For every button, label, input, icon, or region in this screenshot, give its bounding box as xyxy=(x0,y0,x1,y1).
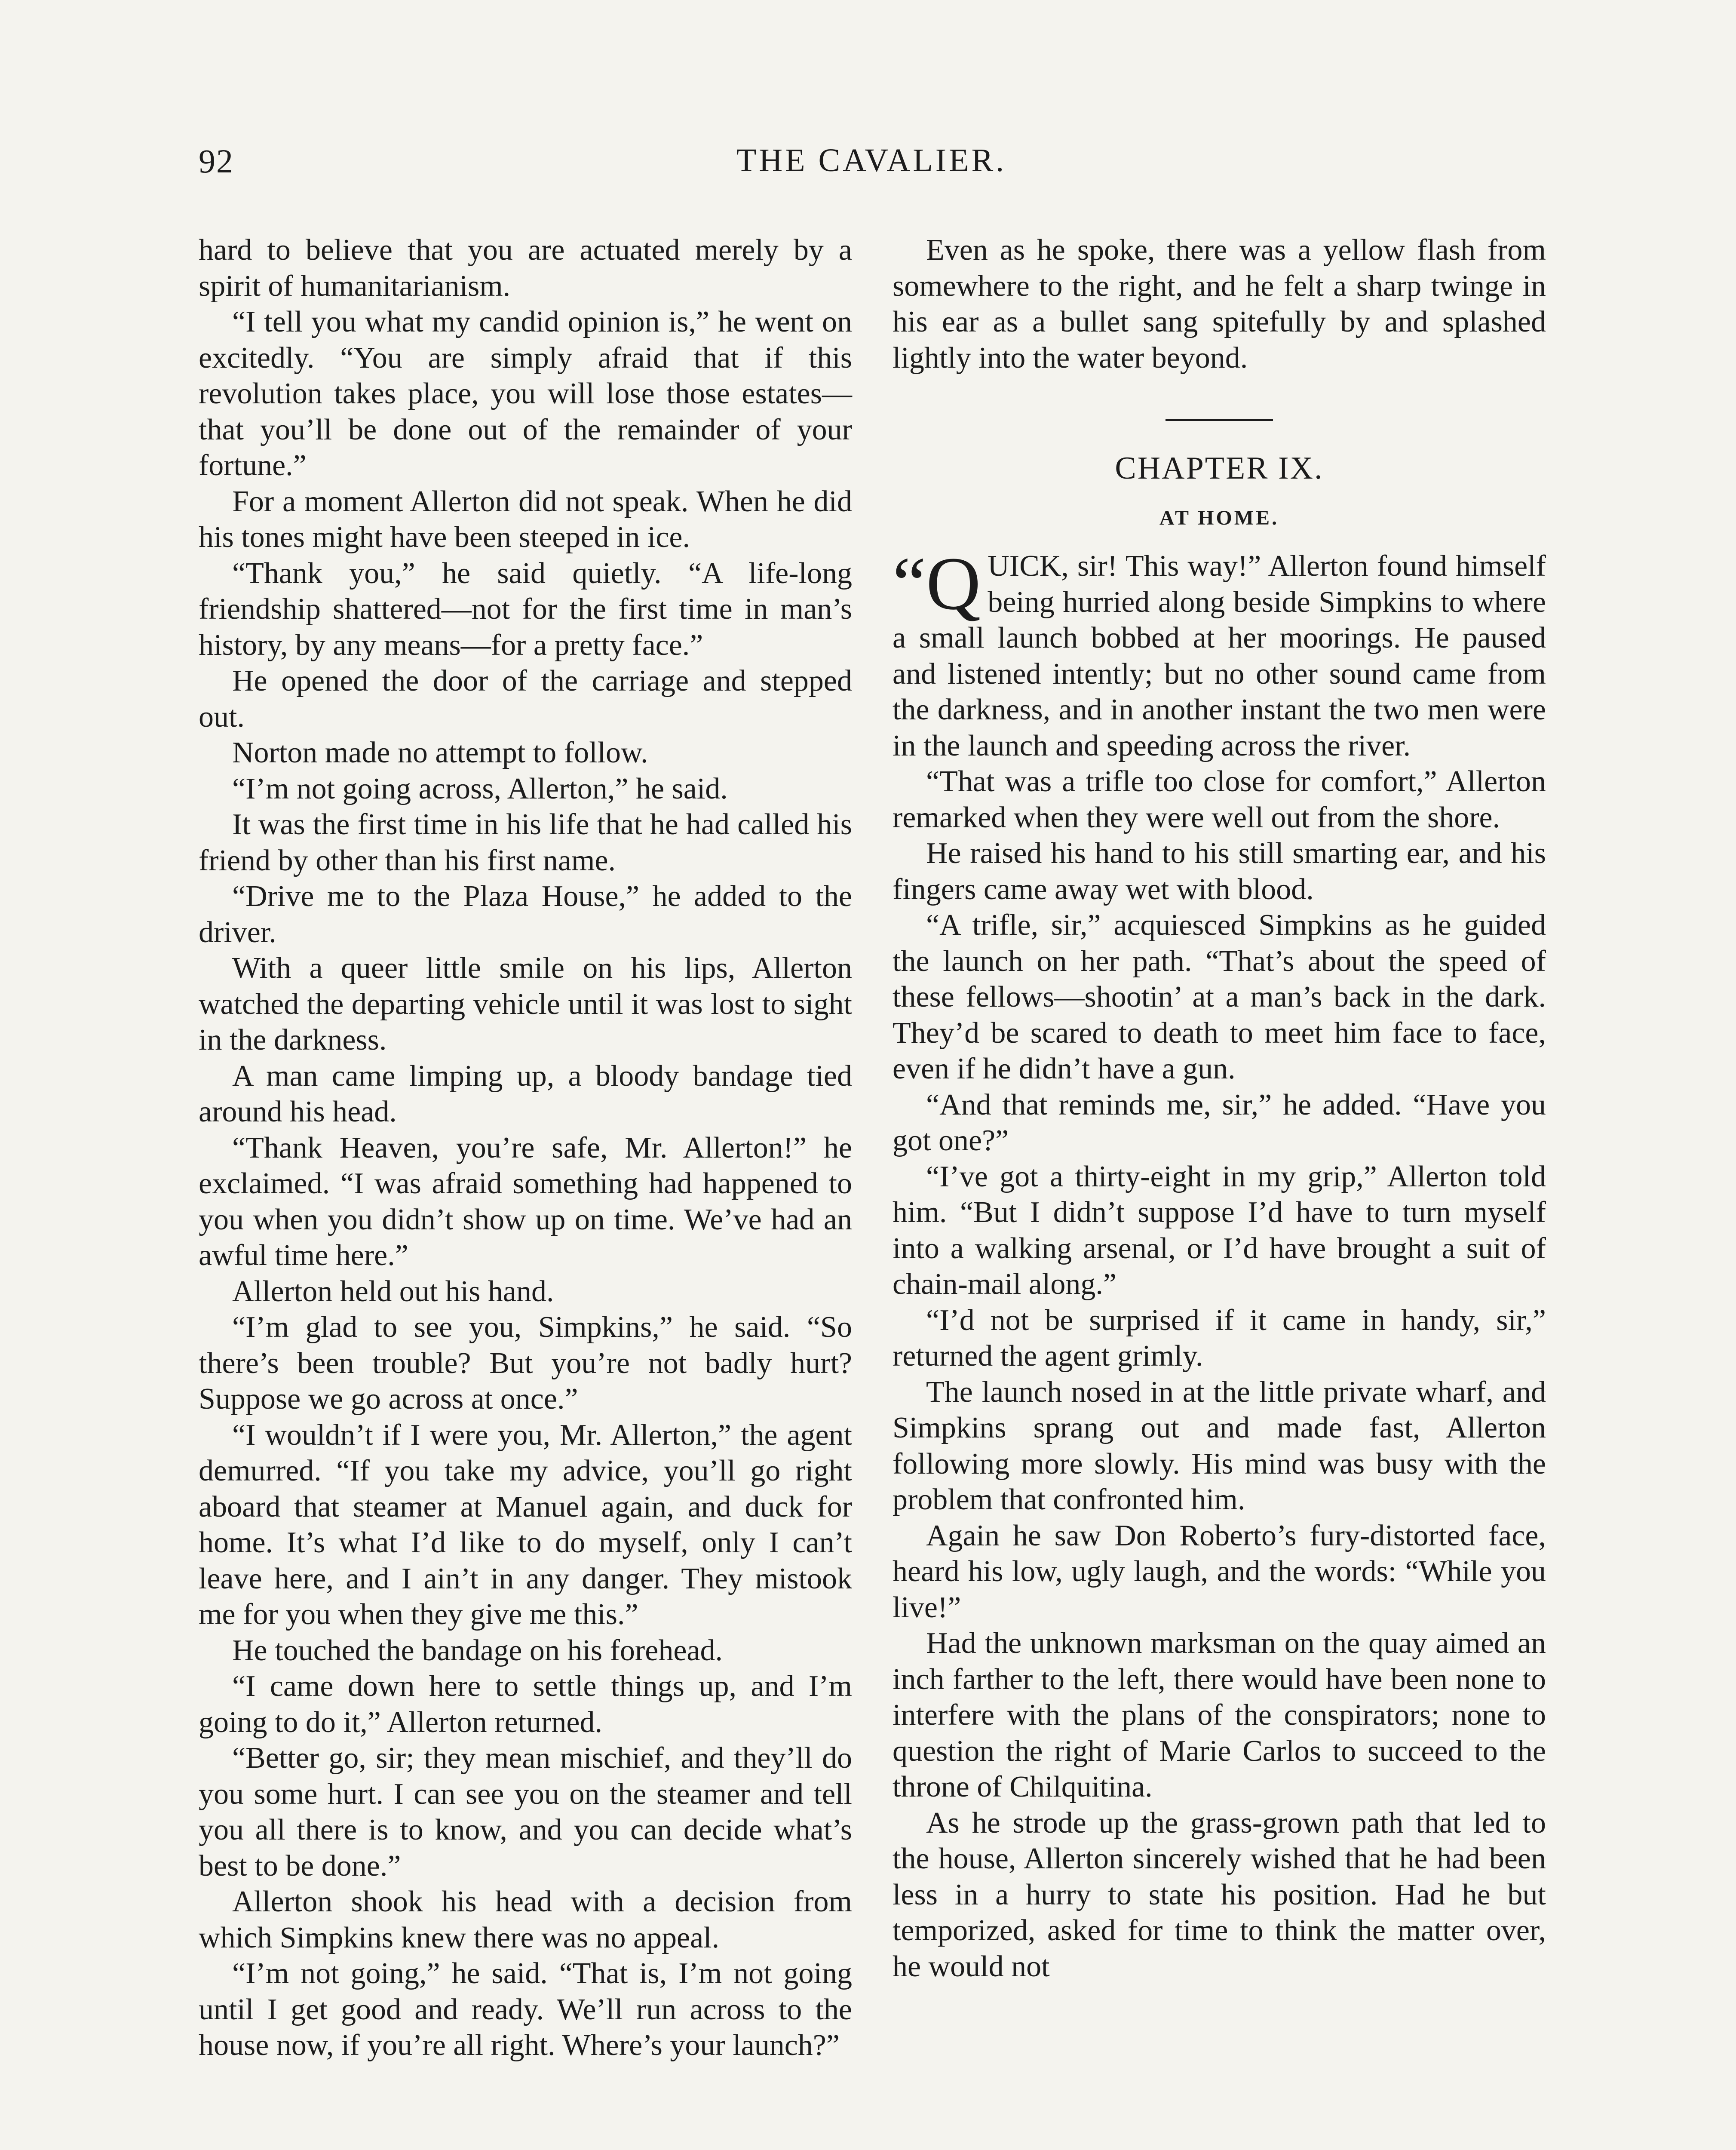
right-column xyxy=(893,232,1546,1984)
paragraph: “I’m not going,” he said. “That is, I’m not going until I get good and ready. We’ll run across to the house now, if you’re all right. Where’s your launch?” xyxy=(199,1957,852,2062)
chapter-opening-paragraph xyxy=(893,542,1546,764)
paragraph: “A trifle, sir,” acquiesced Simpkins as he guided the launch on her path. “That’s about the speed of these fellows—shootin’ at a man’s back in the dark. They’d be scared to death to meet him face to face, even if he didn’t have a gun. xyxy=(893,909,1546,1085)
paragraph: hard to believe that you are actuated merely by a spirit of humanitarianism. xyxy=(199,233,852,303)
paragraph: He opened the door of the carriage and stepped out. xyxy=(199,664,852,734)
paragraph: “And that reminds me, sir,” he added. “Have you got one?” xyxy=(893,1088,1546,1157)
paragraph: Allerton shook his head with a decision from which Simpkins knew there was no appeal. xyxy=(199,1885,852,1954)
paragraph: The launch nosed in at the little private wharf, and Simpkins sprang out and made fast, Allerton following more slowly. His mind was busy with the problem that confronted him. xyxy=(893,1375,1546,1516)
paragraph: “I’m not going across, Allerton,” he said. xyxy=(232,772,728,805)
paragraph: “I tell you what my candid opinion is,” he went on excitedly. “You are simply afraid that if this revolution takes place, you will lose those estates—that you’ll be done out of the remainder of your fortune.” xyxy=(199,305,852,482)
chapter-title: CHAPTER IX. xyxy=(1115,451,1324,486)
paragraph: Had the unknown marksman on the quay aimed an inch farther to the left, there would have been none to interfere with the plans of the conspirators; none to question the right of Marie Carlos to succeed to the throne of Chilquitina. xyxy=(893,1627,1546,1803)
paragraph: Norton made no attempt to follow. xyxy=(232,736,648,769)
drop-cap-letter: Q xyxy=(926,542,981,626)
left-column xyxy=(199,232,852,2064)
paragraph: “Better go, sir; they mean mischief, and they’ll do you some hurt. I can see you on the steamer and tell you all there is to know, and you can decide what’s best to be done.” xyxy=(199,1742,852,1883)
paragraph: A man came limping up, a bloody bandage tied around his head. xyxy=(199,1059,852,1128)
paragraph: “Thank you,” he said quietly. “A life-long friendship shattered—not for the first time in man’s history, by any means—for a pretty face.” xyxy=(199,556,852,662)
paragraph: With a queer little smile on his lips, Allerton watched the departing vehicle until it was lost to sight in the darkness. xyxy=(199,952,852,1057)
paragraph: “That was a trifle too close for comfort,” Allerton remarked when they were well out from the shore. xyxy=(893,765,1546,834)
paragraph: For a moment Allerton did not speak. When he did his tones might have been steeped in ice. xyxy=(199,485,852,554)
chapter-subtitle: AT HOME. xyxy=(1159,507,1279,529)
paragraph: “I’d not be surprised if it came in handy, sir,” returned the agent grimly. xyxy=(893,1303,1546,1373)
page-number: 92 xyxy=(199,142,234,180)
paragraph: “Thank Heaven, you’re safe, Mr. Allerton!” he exclaimed. “I was afraid something had happened to you when you didn’t show up on time. We’ve had an awful time here.” xyxy=(199,1131,852,1272)
paragraph: Allerton held out his hand. xyxy=(232,1275,554,1308)
paragraph: Again he saw Don Roberto’s fury-distorted face, heard his low, ugly laugh, and the words: “While you live!” xyxy=(893,1519,1546,1624)
paragraph: “I wouldn’t if I were you, Mr. Allerton,” the agent demurred. “If you take my advice, you’ll go right aboard that steamer at Manuel again, and duck for home. It’s what I’d like to do myself, only I can’t leave here, and I ain’t in any danger. They mistook me for you when they give me this.” xyxy=(199,1418,852,1631)
drop-cap-rest: UICK, sir! This way!” Allerton found himself being hurried along beside Simpkins to where a small launch bobbed at her moorings. He paused and listened intently; but no other sound came from the darkness, and in another instant the two men were in the launch and speeding across the river. xyxy=(893,550,1546,762)
paragraph: Even as he spoke, there was a yellow flash from somewhere to the right, and he felt a sharp twinge in his ear as a bullet sang spitefully by and splashed lightly into the water beyond. xyxy=(893,233,1546,375)
page-header xyxy=(199,142,1544,194)
running-title: THE CAVALIER. xyxy=(736,142,1007,178)
paragraph: He touched the bandage on his forehead. xyxy=(232,1634,723,1667)
paragraph: “I’ve got a thirty-eight in my grip,” Allerton told him. “But I didn’t suppose I’d have to turn myself into a walking arsenal, or I’d have brought a suit of chain-mail along.” xyxy=(893,1160,1546,1301)
drop-cap-quote: “ xyxy=(893,542,926,626)
section-divider xyxy=(1166,419,1273,421)
paragraph: “Drive me to the Plaza House,” he added to the driver. xyxy=(199,880,852,949)
paragraph: “I came down here to settle things up, and I’m going to do it,” Allerton returned. xyxy=(199,1670,852,1739)
paragraph: He raised his hand to his still smarting ear, and his fingers came away wet with blood. xyxy=(893,837,1546,906)
drop-cap xyxy=(893,542,981,626)
paragraph: It was the first time in his life that he had called his friend by other than his first name. xyxy=(199,808,852,877)
paragraph: As he strode up the grass-grown path that led to the house, Allerton sincerely wished that he had been less in a hurry to state his position. Had he but temporized, asked for time to think the matter over, he would not xyxy=(893,1806,1546,1983)
paragraph: “I’m glad to see you, Simpkins,” he said. “So there’s been trouble? But you’re not badly hurt? Suppose we go across at once.” xyxy=(199,1311,852,1416)
